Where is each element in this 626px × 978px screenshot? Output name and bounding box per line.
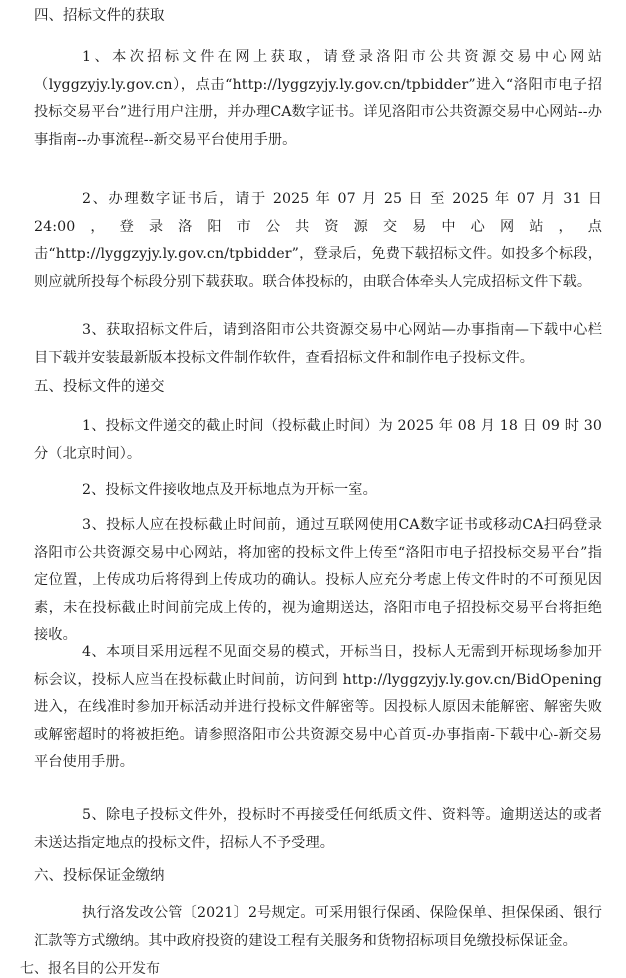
section-6-item-1: 执行洛发改公管〔2021〕2号规定。可采用银行保函、保险保单、担保保函、银行汇款等方式缴纳。其中政府投资的建设工程有关服务和货物招标项目免缴投标保证金。 <box>34 905 602 949</box>
section-6-heading: 六、投标保证金缴纳 <box>34 868 165 884</box>
section-4-item-1: 1、本次招标文件在网上获取，请登录洛阳市公共资源交易中心网站（lyggzyjy.ly.gov.cn），点击“http://lyggzyjy.ly.gov.cn/tpbidder”进入“洛阳市电子招投标交易平台”进行用户注册，并办理CA数字证书。详见洛阳市公共资源交易中心网站--办事指南--办事流程--新交易平台使用手册。 <box>34 49 602 148</box>
section-4-heading: 四、招标文件的获取 <box>34 8 165 24</box>
section-5-item-5: 5、除电子投标文件外，投标时不再接受任何纸质文件、资料等。逾期送达的或者未送达指定地点的投标文件，招标人不予受理。 <box>34 807 602 851</box>
section-5-heading: 五、投标文件的递交 <box>34 379 165 395</box>
section-4-item-3: 3、获取招标文件后，请到洛阳市公共资源交易中心网站—办事指南—下载中心栏目下载并安装最新版本投标文件制作软件，查看招标文件和制作电子投标文件。 <box>34 322 602 366</box>
section-4-item-2: 2、办理数字证书后，请于 2025 年 07 月 25 日 至 2025 年 07 月 31 日 24:00，登录洛阳市公共资源交易中心网站，点击“http://lyggzyjy.ly.gov.cn/tpbidder”，登录后，免费下载招标文件。如投多个标段，则应就所投每个标段分别下载获取。联合体投标的，由联合体牵头人完成招标文件下载。 <box>34 191 602 290</box>
section-7-heading-cut: 七、报名目的公开发布 <box>20 961 160 977</box>
section-5-item-1: 1、投标文件递交的截止时间（投标截止时间）为 2025 年 08 月 18 日 09 时 30 分（北京时间）。 <box>34 418 602 462</box>
section-5-item-3: 3、投标人应在投标截止时间前，通过互联网使用CA数字证书或移动CA扫码登录洛阳市公共资源交易中心网站，将加密的投标文件上传至“洛阳市电子招投标交易平台”指定位置，上传成功后将得到上传成功的确认。投标人应充分考虑上传文件时的不可预见因素，未在投标截止时间前完成上传的，视为逾期送达，洛阳市电子招投标交易平台将拒绝接收。 <box>34 517 602 644</box>
section-5-item-2: 2、投标文件接收地点及开标地点为开标一室。 <box>82 482 377 498</box>
section-5-item-4: 4、本项目采用远程不见面交易的模式，开标当日，投标人无需到开标现场参加开标会议，投标人应当在投标截止时间前，访问到 http://lyggzyjy.ly.gov.cn/BidOpening 进入，在线准时参加开标活动并进行投标文件解密等。因投标人原因未能解密、解密失败或解密超时的将被拒绝。请参照洛阳市公共资源交易中心首页-办事指南-下载中心-新交易平台使用手册。 <box>34 644 602 771</box>
